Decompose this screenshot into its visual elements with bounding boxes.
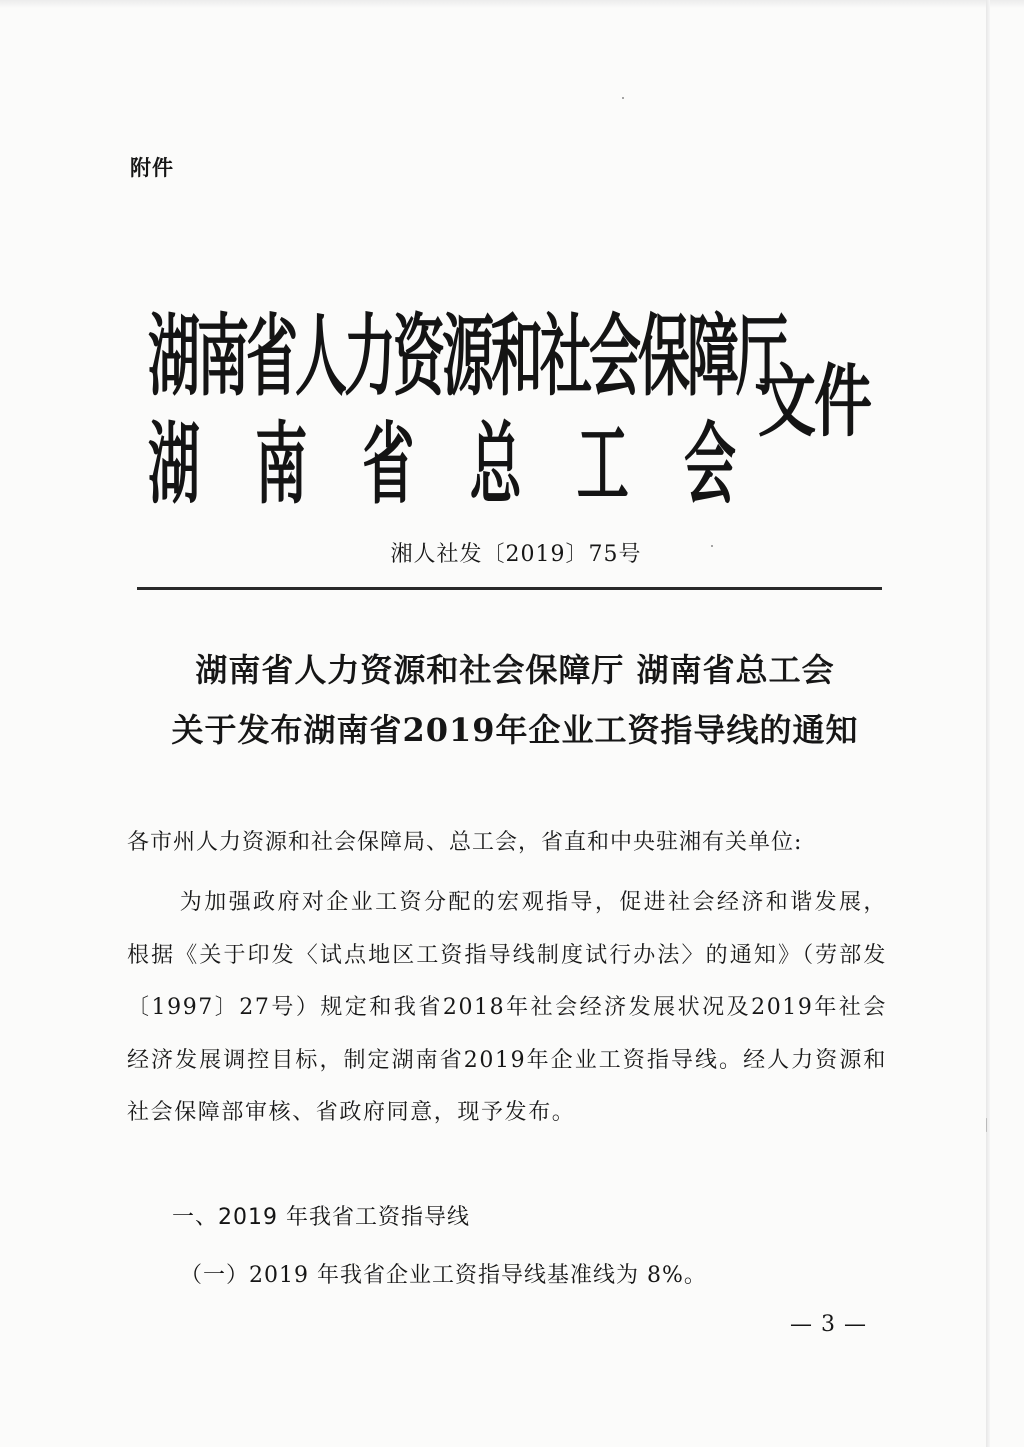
issuer-line-2-char: 总 <box>469 413 522 518</box>
notice-title-line-2: 关于发布湖南省2019年企业工资指导线的通知 <box>171 711 859 749</box>
issuer-line-2-char: 会 <box>683 413 736 518</box>
scan-top-edge <box>0 0 1024 8</box>
attachment-label: 附件 <box>130 156 174 180</box>
issuer-header <box>148 268 888 518</box>
greeting: 各市州人力资源和社会保障局、总工会，省直和中央驻湘有关单位: <box>127 830 803 855</box>
header-rule <box>137 587 882 590</box>
issuer-line-2-char: 省 <box>362 413 415 518</box>
issuer-line-1: 湖南省人力资源和社会保障厅 <box>148 305 786 410</box>
issuer-line-2-char: 工 <box>576 413 629 518</box>
notice-title-line-1: 湖南省人力资源和社会保障厅 湖南省总工会 <box>195 651 835 689</box>
issuer-line-2 <box>148 376 736 556</box>
document-number: 湘人社发〔2019〕75号 <box>390 542 642 567</box>
section-heading: 一、2019 年我省工资指导线 <box>172 1205 470 1230</box>
issuer-line-2-char: 南 <box>255 413 308 518</box>
scan-speck <box>986 1118 987 1132</box>
list-item: （一）2019 年我省企业工资指导线基准线为 8%。 <box>180 1263 707 1288</box>
document-word: 文件 <box>758 355 871 448</box>
scan-speck <box>622 97 624 99</box>
body-paragraph: 为加强政府对企业工资分配的宏观指导，促进社会经济和谐发展，根据《关于印发〈试点地区工资指导线制度试行办法〉的通知》（劳部发〔1997〕27号）规定和我省2018年社会经济发展状况及2019年社会经济发展调控目标，制定湖南省2019年企业工资指导线。经人力资源和社会保障部审核、省政府同意，现予发布。 <box>127 890 887 1125</box>
scan-speck <box>711 545 713 547</box>
issuer-line-2-char: 湖 <box>148 413 201 518</box>
page-number: — 3 — <box>790 1312 867 1337</box>
